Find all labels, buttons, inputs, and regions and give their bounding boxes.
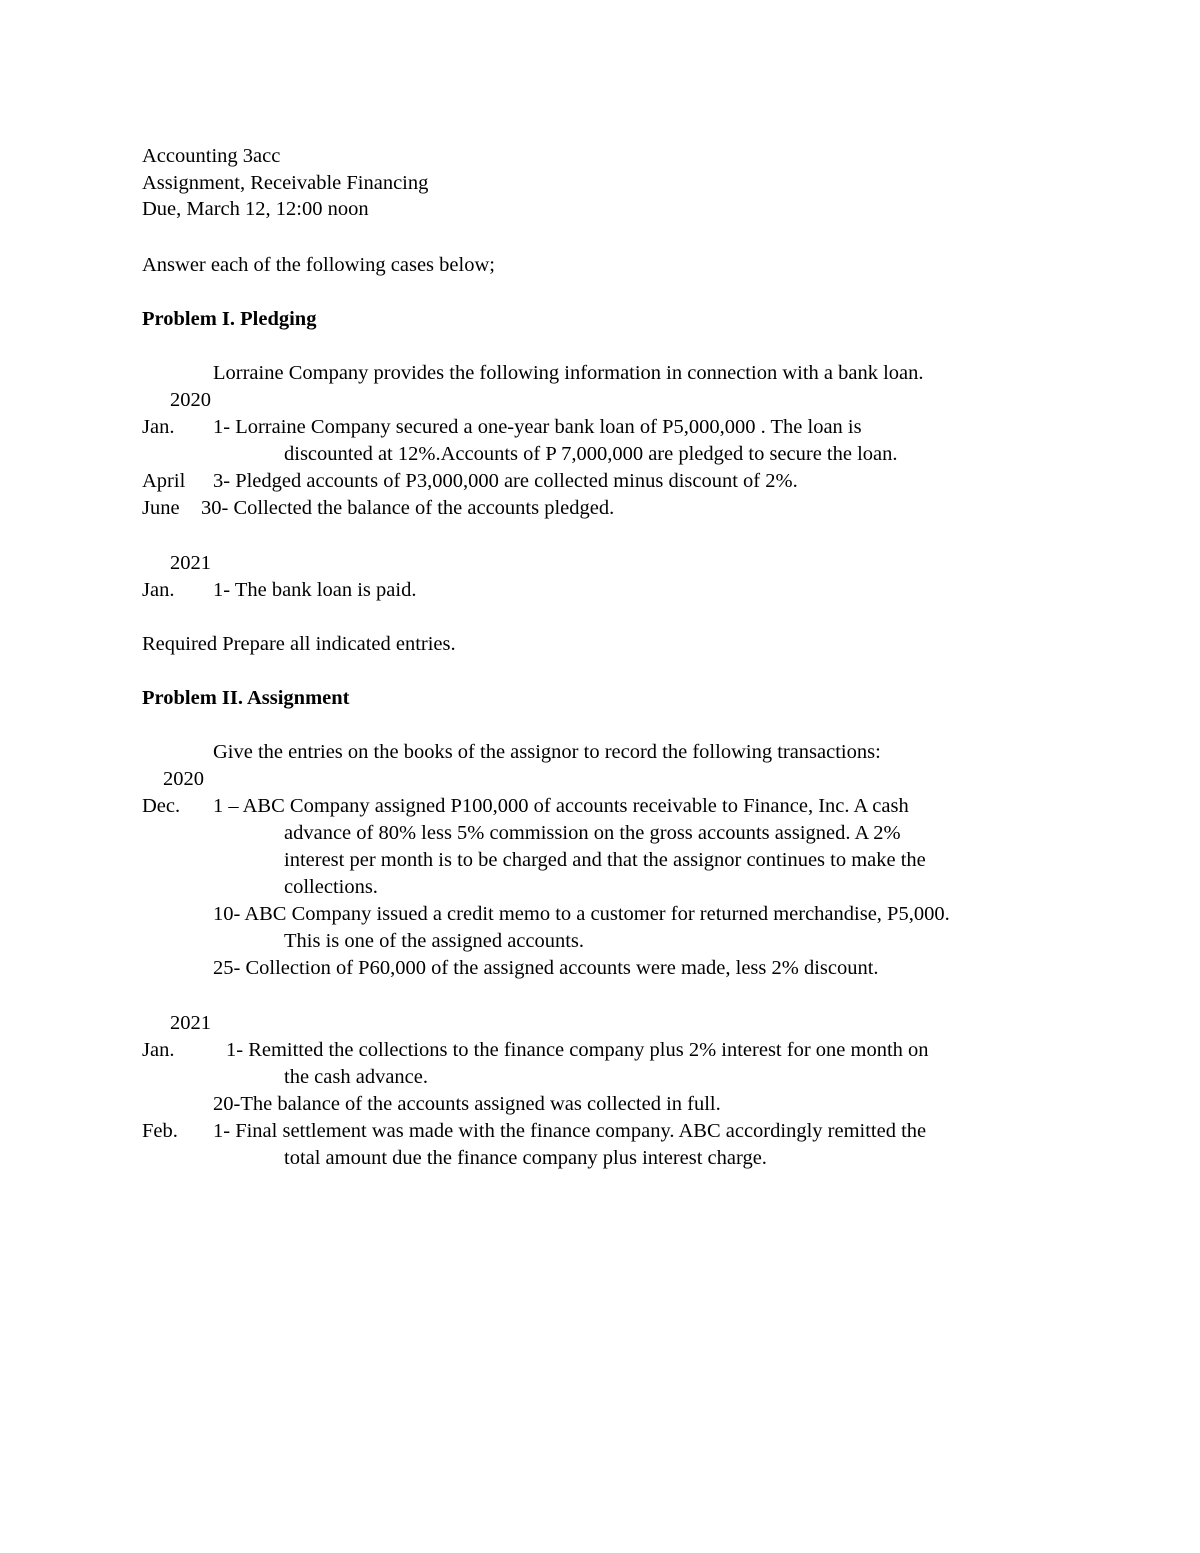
problem-1-title: Problem I. Pledging [142, 308, 317, 330]
course-title: Accounting 3acc [142, 145, 281, 167]
problem-1-required: Required Prepare all indicated entries. [142, 633, 456, 655]
problem-2-dec1-line1: 1 – ABC Company assigned P100,000 of accounts receivable to Finance, Inc. A cash [213, 795, 909, 817]
problem-2-dec10-line2: This is one of the assigned accounts. [284, 930, 585, 952]
problem-1-month-april: April [142, 470, 186, 492]
problem-1-jan2021-1: 1- The bank loan is paid. [213, 579, 417, 601]
instructions: Answer each of the following cases below; [142, 254, 495, 276]
problem-2-jan1-line1: 1- Remitted the collections to the finance company plus 2% interest for one month on [226, 1039, 929, 1061]
problem-1-year-2021: 2021 [170, 552, 211, 574]
due-date: Due, March 12, 12:00 noon [142, 198, 369, 220]
problem-2-dec1-line2: advance of 80% less 5% commission on the gross accounts assigned. A 2% [284, 822, 901, 844]
problem-1-month-jan: Jan. [142, 416, 175, 438]
problem-1-jan1-line1: 1- Lorraine Company secured a one-year bank loan of P5,000,000 . The loan is [213, 416, 862, 438]
problem-1-month-june: June [142, 497, 180, 519]
problem-2-feb1-line1: 1- Final settlement was made with the finance company. ABC accordingly remitted the [213, 1120, 927, 1142]
problem-2-dec25: 25- Collection of P60,000 of the assigned accounts were made, less 2% discount. [213, 957, 879, 979]
problem-2-month-dec: Dec. [142, 795, 181, 817]
problem-2-dec1-line3: interest per month is to be charged and that the assignor continues to make the [284, 849, 926, 871]
problem-2-feb1-line2: total amount due the finance company plus interest charge. [284, 1147, 767, 1169]
problem-2-month-feb: Feb. [142, 1120, 178, 1142]
assignment-title: Assignment, Receivable Financing [142, 172, 429, 194]
problem-2-dec10-line1: 10- ABC Company issued a credit memo to a customer for returned merchandise, P5,000. [213, 903, 950, 925]
problem-1-year-2020: 2020 [170, 389, 211, 411]
problem-2-year-2021: 2021 [170, 1012, 211, 1034]
problem-2-year-2020: 2020 [163, 768, 204, 790]
problem-2-dec1-line4: collections. [284, 876, 378, 898]
problem-2-intro: Give the entries on the books of the assignor to record the following transactions: [213, 741, 881, 763]
problem-2-jan20: 20-The balance of the accounts assigned was collected in full. [213, 1093, 721, 1115]
problem-2-jan1-line2: the cash advance. [284, 1066, 428, 1088]
problem-1-month-jan-2021: Jan. [142, 579, 175, 601]
problem-2-title: Problem II. Assignment [142, 687, 350, 709]
problem-1-june30: 30- Collected the balance of the accounts pledged. [201, 497, 615, 519]
problem-1-jan1-line2: discounted at 12%.Accounts of P 7,000,000 are pledged to secure the loan. [284, 443, 898, 465]
problem-1-intro: Lorraine Company provides the following information in connection with a bank loan. [213, 362, 924, 384]
problem-1-april3: 3- Pledged accounts of P3,000,000 are collected minus discount of 2%. [213, 470, 798, 492]
problem-2-month-jan: Jan. [142, 1039, 175, 1061]
